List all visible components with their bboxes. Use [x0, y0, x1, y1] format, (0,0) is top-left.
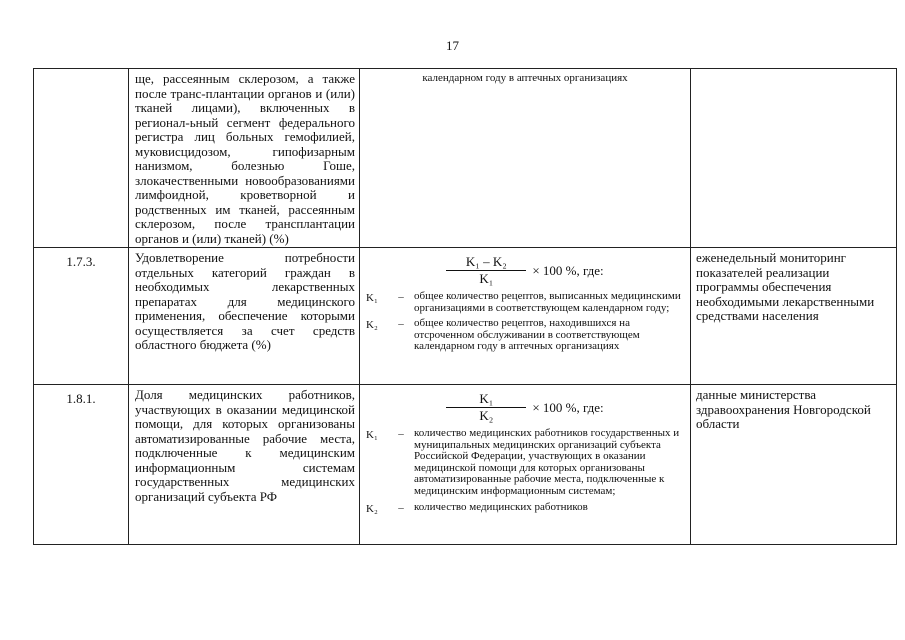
definition-symbol: K₁	[366, 292, 378, 304]
indicator-name: Доля медицинских работников, участвующих в оказании медицинской помощи, для которых организованы автоматизированные рабочие места, подключенные к медицинским информационным системам государственных медицинских организаций субъекта РФ	[135, 387, 355, 504]
page-number: 17	[446, 38, 459, 53]
row-number-cell: 1.8.1.	[34, 385, 129, 545]
table-row	[34, 248, 897, 385]
definition-item	[366, 318, 684, 353]
formula	[360, 256, 690, 285]
definition-text: количество медицинских работников государственных и муниципальных медицинских организаций субъекта Российской Федерации, участвующих в оказании медицинской помощи для которых организованы автоматизированные рабочие места, подключенные к медицинским информационным системам;	[414, 427, 680, 497]
indicator-table	[33, 68, 897, 545]
formula-denominator: K₂	[479, 408, 494, 423]
definition-text: количество медицинских работников	[414, 500, 588, 513]
source-cell: еженедельный мониторинг показателей реализации программы обеспечения необходимыми лекарственными средствами населения	[691, 248, 897, 385]
formula-tail: × 100 %, где:	[532, 262, 604, 278]
definition-text: общее количество рецептов, находившихся на отсроченном обслуживании в соответствующем календарном году в аптечных организациях	[414, 317, 640, 353]
definition-dash: –	[398, 318, 404, 331]
table-row	[34, 385, 897, 545]
definition-symbol: K₁	[366, 429, 378, 441]
definition-dash: –	[398, 501, 404, 514]
formula-fraction	[446, 256, 526, 285]
indicator-name: ще, рассеянным склерозом, а также после транс-плантации органов и (или) тканей лицами), включенных в регионал-ьный сегмент федерального регистра лиц больных гемофилией, муковисцидозом, гипофизарным нанизмом, болезнью Гоше, злокачественными новообразованиями лимфоидной, кроветворной и родственных им тканей, рассеянным склерозом, после трансплантации органов и (или) тканей) (%)	[135, 71, 355, 246]
formula-definitions	[360, 428, 690, 515]
formula-definitions	[360, 291, 690, 353]
definition-dash: –	[398, 291, 404, 303]
formula	[360, 393, 690, 422]
definition-text: общее количество рецептов, выписанных медицинскими организациями в соответствующем календарном году;	[414, 290, 681, 314]
formula-numerator: K₁ – K₂	[446, 256, 526, 271]
definition-item	[366, 502, 684, 515]
indicator-name-cell	[129, 385, 360, 545]
indicator-name: Удовлетворение потребности отдельных категорий граждан в необходимых лекарственных препаратах для медицинского применения, обеспечение которыми осуществляется за счет средств областного бюджета (%)	[135, 250, 355, 352]
source-cell: данные министерства здравоохранения Новгородской области	[691, 385, 897, 545]
formula-cell	[360, 69, 691, 248]
row-number-cell: 1.7.3.	[34, 248, 129, 385]
formula-fraction	[446, 393, 526, 422]
formula-cell	[360, 385, 691, 545]
formula-numerator: K₁	[446, 393, 526, 408]
indicator-name-cell	[129, 69, 360, 248]
definition-item	[366, 428, 684, 498]
definition-dash: –	[398, 428, 404, 440]
definition-item	[366, 291, 684, 314]
definition-symbol: K₂	[366, 319, 378, 332]
formula-continuation-text: календарном году в аптечных организациях	[422, 72, 628, 84]
table-row	[34, 69, 897, 248]
row-number-cell	[34, 69, 129, 248]
formula-denominator: K₁	[479, 271, 494, 286]
indicator-name-cell	[129, 248, 360, 385]
source-cell	[691, 69, 897, 248]
formula-cell	[360, 248, 691, 385]
definition-symbol: K₂	[366, 502, 378, 515]
formula-tail: × 100 %, где:	[532, 399, 604, 415]
